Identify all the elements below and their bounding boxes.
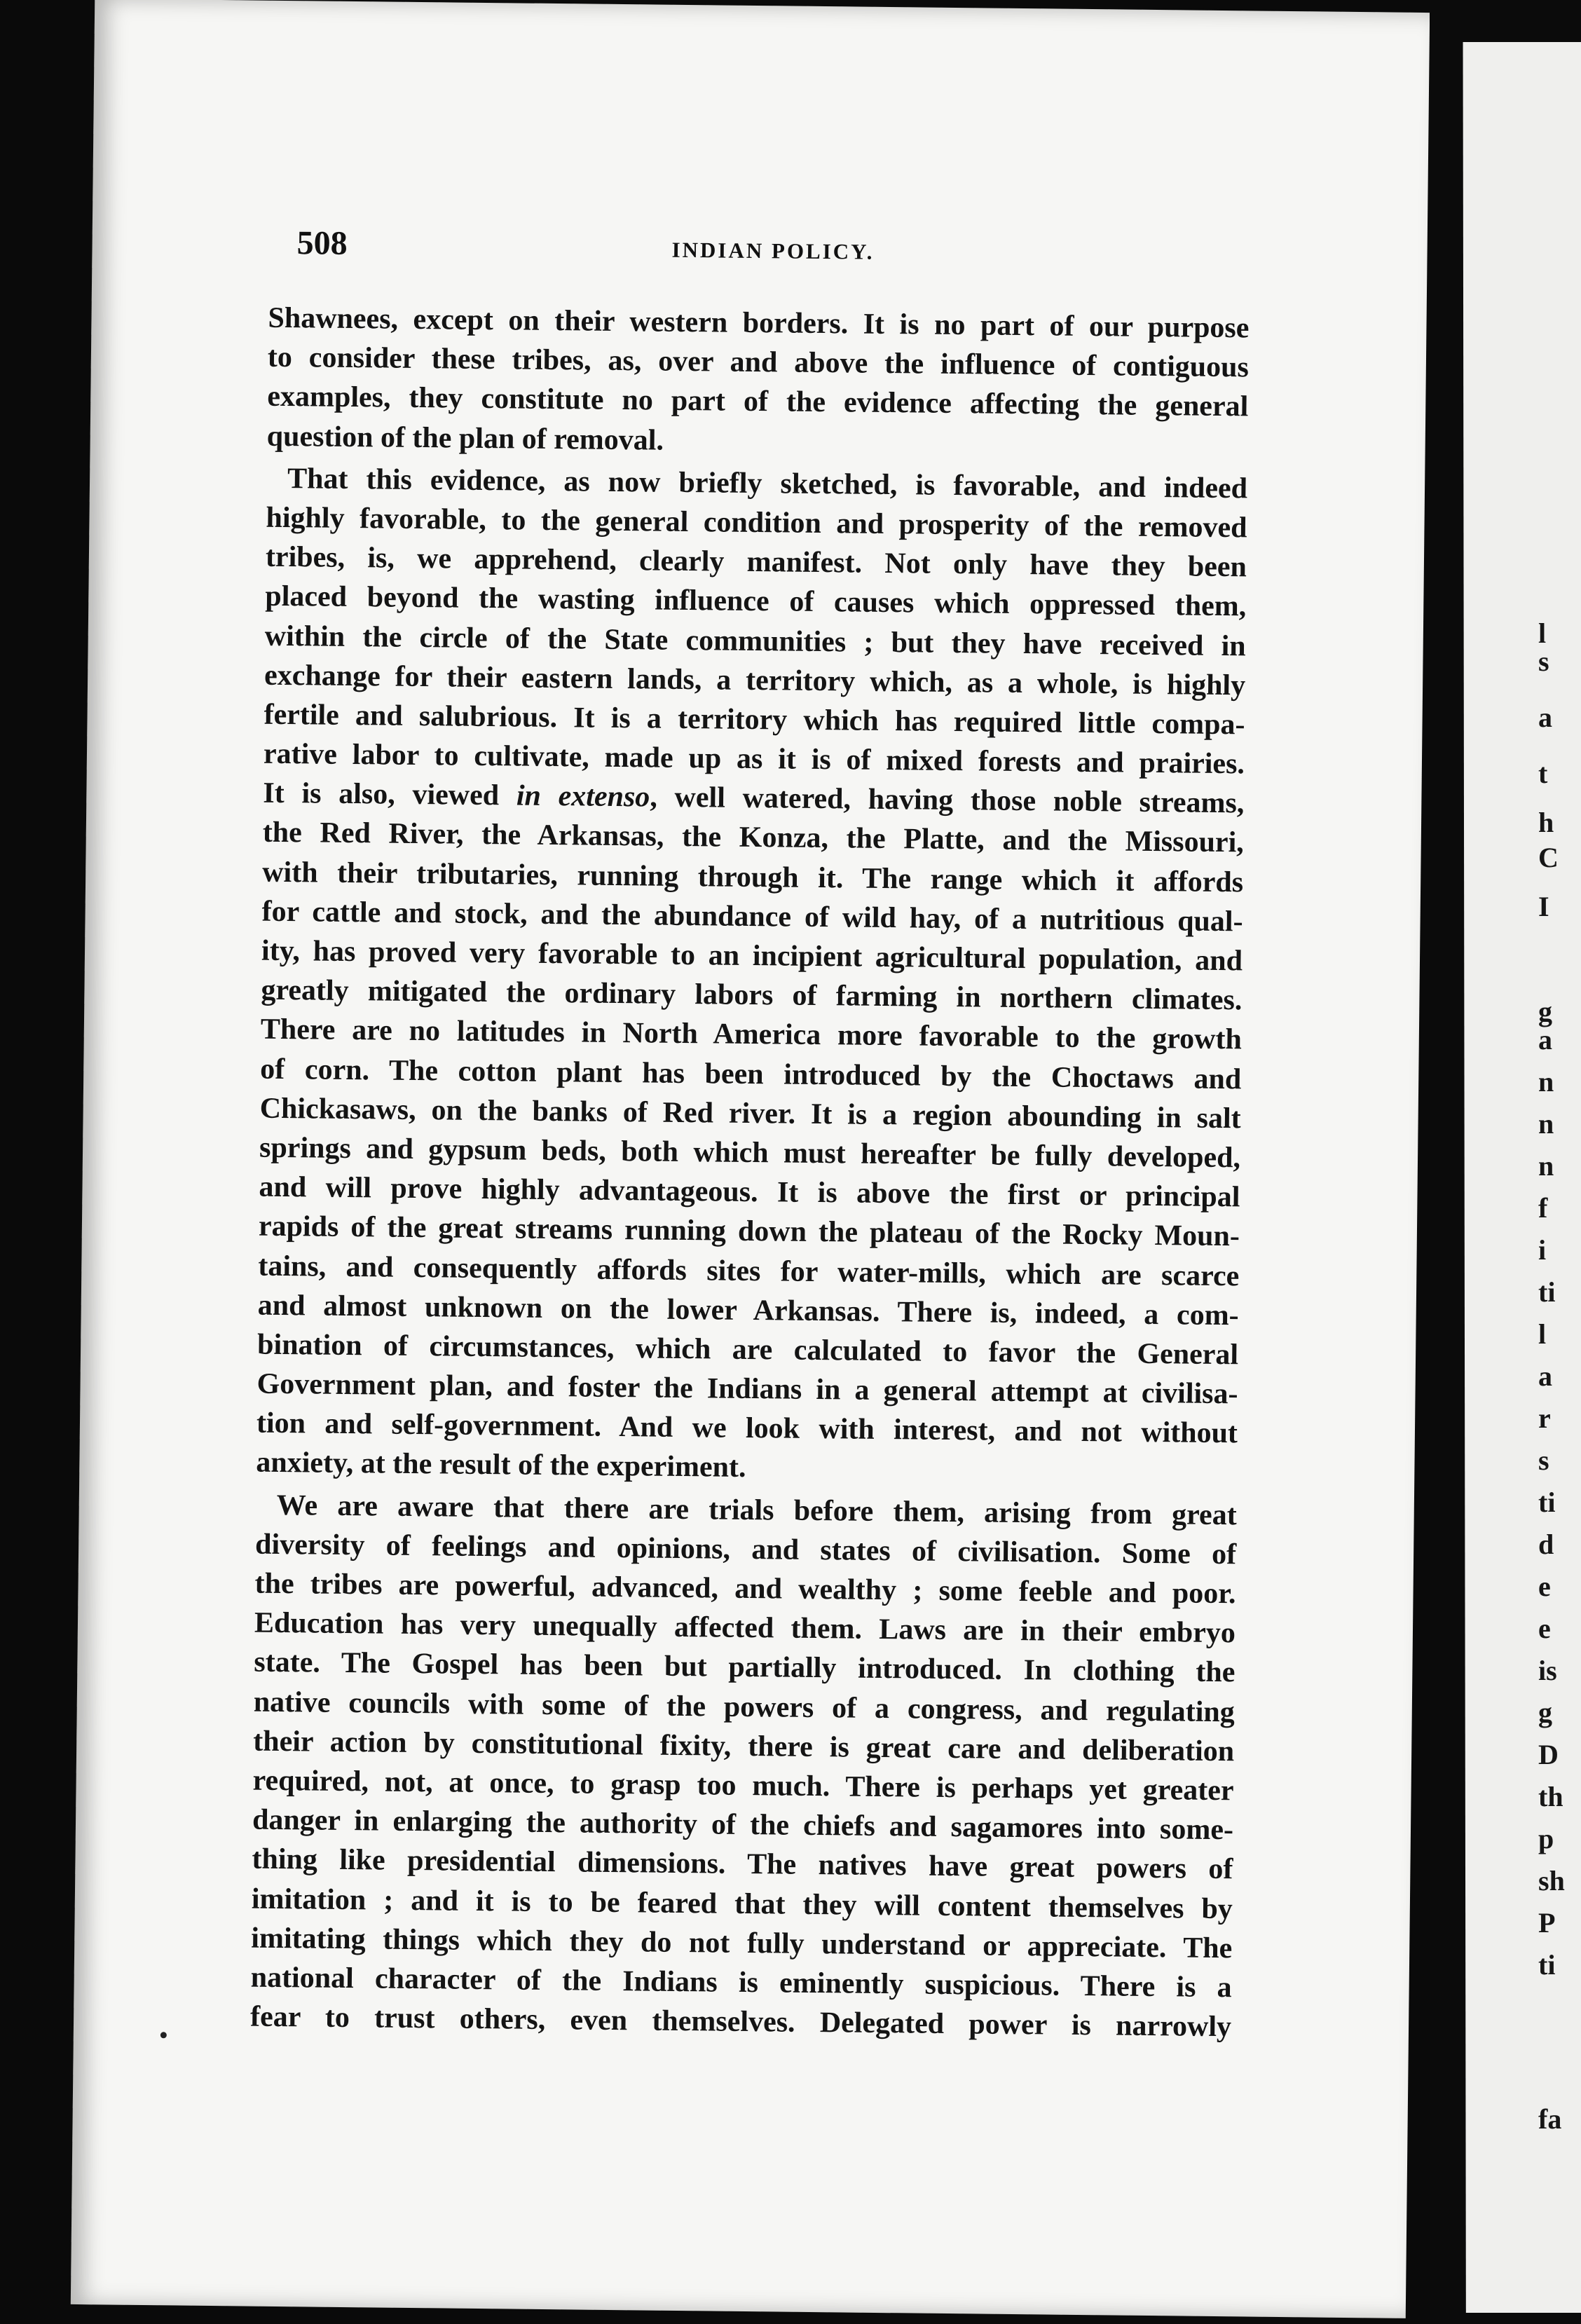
facing-page-fragment: t bbox=[1538, 758, 1548, 789]
facing-page-fragment: a bbox=[1538, 1360, 1552, 1392]
facing-page-fragment: e bbox=[1538, 1571, 1551, 1602]
facing-page-fragment: n bbox=[1538, 1066, 1554, 1098]
facing-page-fragment: g bbox=[1538, 1697, 1552, 1728]
facing-page-fragment: e bbox=[1538, 1613, 1551, 1644]
text-line: national character of the Indians is eminently suspicious. There is a bbox=[250, 1961, 1232, 2004]
body-text bbox=[250, 299, 1250, 2050]
book-page bbox=[71, 0, 1430, 2318]
text-line: highly favorable, to the general condition and prosperity of the removed bbox=[266, 501, 1247, 545]
facing-page-fragment: I bbox=[1538, 891, 1549, 922]
text-line: of corn. The cotton plant has been introduced by the Choctaws and bbox=[260, 1053, 1242, 1095]
text-line: the Red River, the Arkansas, the Konza, the Platte, and the Missouri, bbox=[262, 816, 1244, 859]
text-line: anxiety, at the result of the experiment. bbox=[256, 1447, 746, 1484]
facing-page-fragment: s bbox=[1538, 1444, 1549, 1476]
facing-page-fragment: i bbox=[1538, 1234, 1547, 1266]
text-line: That this evidence, as now briefly sketched, is favorable, and indeed bbox=[287, 462, 1248, 505]
facing-page-fragment: n bbox=[1538, 1108, 1554, 1140]
facing-page-fragment: ti bbox=[1538, 1949, 1556, 1981]
facing-page-fragment: fa bbox=[1538, 2103, 1562, 2135]
text-line: exchange for their eastern lands, a territory which, as a whole, is highly bbox=[264, 659, 1246, 702]
facing-page-fragment: D bbox=[1538, 1739, 1559, 1770]
paragraph bbox=[256, 458, 1247, 1492]
facing-page-fragment: P bbox=[1538, 1907, 1556, 1939]
text-line: question of the plan of removal. bbox=[266, 420, 664, 457]
text-line: Government plan, and foster the Indians in a general attempt at civilisa- bbox=[256, 1367, 1238, 1411]
text-line: imitation ; and it is to be feared that they will content themselves by bbox=[251, 1882, 1233, 1925]
facing-page-fragment: f bbox=[1538, 1192, 1548, 1224]
facing-page-fragment: r bbox=[1538, 1402, 1551, 1434]
facing-page-fragment: l bbox=[1538, 617, 1547, 649]
text-line: tion and self-government. And we look with interest, and not without bbox=[256, 1407, 1238, 1450]
text-line: state. The Gospel has been but partially introduced. In clothing the bbox=[254, 1646, 1236, 1689]
text-line: Education has very unequally affected them. Laws are in their embryo bbox=[254, 1606, 1236, 1650]
text-line: with their tributaries, running through it. The range which it affords bbox=[262, 856, 1244, 898]
facing-page-fragment: is bbox=[1538, 1655, 1557, 1686]
text-line: native councils with some of the powers of a congress, and regulating bbox=[253, 1686, 1236, 1728]
text-line: diversity of feelings and opinions, and states of civilisation. Some of bbox=[254, 1528, 1237, 1571]
text-line: placed beyond the wasting influence of causes which oppressed them, bbox=[265, 580, 1247, 623]
text-line: It is also, viewed in extenso, well watered, having those noble streams, bbox=[263, 777, 1245, 820]
facing-page-fragment: d bbox=[1538, 1529, 1554, 1560]
text-line: the tribes are powerful, advanced, and wealthy ; some feeble and poor. bbox=[254, 1567, 1236, 1611]
text-line: their action by constitutional fixity, there is great care and deliberation bbox=[253, 1725, 1235, 1768]
facing-page-fragment: p bbox=[1538, 1823, 1554, 1854]
facing-page-fragment: ti bbox=[1538, 1276, 1556, 1308]
paragraph bbox=[266, 299, 1249, 466]
text-line: Chickasaws, on the banks of Red river. It is a region abounding in salt bbox=[259, 1092, 1241, 1135]
facing-page-fragment: a bbox=[1538, 702, 1552, 733]
text-line: examples, they constitute no part of the evidence affecting the general bbox=[267, 381, 1249, 423]
facing-page-fragment: s bbox=[1538, 645, 1549, 677]
text-line: for cattle and stock, and the abundance of wild hay, of a nutritious qual- bbox=[261, 895, 1243, 938]
text-line: fertile and salubrious. It is a territory which has required little compa- bbox=[264, 698, 1245, 741]
text-line: imitating things which they do not fully understand or appreciate. The bbox=[251, 1922, 1233, 1964]
facing-page-fragment: a bbox=[1538, 1024, 1552, 1055]
text-line: required, not, at once, to grasp too much. There is perhaps yet greater bbox=[252, 1764, 1234, 1807]
text-line: We are aware that there are trials before them, arising from great bbox=[276, 1489, 1237, 1531]
facing-page-fragment: ti bbox=[1538, 1486, 1556, 1518]
page-header bbox=[296, 224, 1348, 284]
text-line: to consider these tribes, as, over and above the influence of contiguous bbox=[267, 341, 1250, 384]
facing-page-fragment: n bbox=[1538, 1150, 1554, 1182]
running-head: INDIAN POLICY. bbox=[671, 237, 875, 264]
paragraph bbox=[250, 1485, 1237, 2046]
facing-page-fragment: C bbox=[1538, 842, 1559, 873]
text-line: springs and gypsum beds, both which must hereafter be fully developed, bbox=[259, 1131, 1241, 1175]
text-line: within the circle of the State communities ; but they have received in bbox=[264, 620, 1246, 662]
text-line: tains, and consequently affords sites for water-mills, which are scarce bbox=[258, 1250, 1240, 1292]
text-line: thing like presidential dimensions. The natives have great powers of bbox=[252, 1843, 1233, 1886]
text-line: Shawnees, except on their western borders. It is no part of our purpose bbox=[268, 301, 1250, 345]
page-number: 508 bbox=[296, 224, 348, 262]
text-line: tribes, is, we apprehend, clearly manifest. Not only have they been bbox=[265, 540, 1247, 584]
facing-page-fragment: l bbox=[1538, 1318, 1547, 1350]
text-line: greatly mitigated the ordinary labors of farming in northern climates. bbox=[261, 973, 1243, 1017]
facing-page-fragment: th bbox=[1538, 1781, 1563, 1812]
facing-page-fragment: sh bbox=[1538, 1865, 1565, 1896]
margin-dot bbox=[160, 2032, 167, 2038]
facing-page-fragment: h bbox=[1538, 807, 1554, 838]
facing-page-strip bbox=[1430, 42, 1581, 2313]
text-line: rapids of the great streams running down the plateau of the Rocky Moun- bbox=[258, 1210, 1240, 1253]
text-line: bination of circumstances, which are calculated to favor the General bbox=[256, 1328, 1239, 1372]
text-line: There are no latitudes in North America more favorable to the growth bbox=[260, 1013, 1243, 1056]
text-line: and will prove highly advantageous. It is above the first or principal bbox=[259, 1170, 1240, 1214]
text-line: and almost unknown on the lower Arkansas. There is, indeed, a com- bbox=[257, 1289, 1239, 1332]
facing-page-edge bbox=[1430, 0, 1581, 2324]
text-line: ity, has proved very favorable to an incipient agricultural population, and bbox=[261, 934, 1243, 978]
text-line: danger in enlarging the authority of the chiefs and sagamores into some- bbox=[252, 1803, 1234, 1847]
facing-page-fragment: g bbox=[1538, 996, 1552, 1027]
text-line: rative labor to cultivate, made up as it is of mixed forests and prairies. bbox=[263, 737, 1245, 781]
text-line: fear to trust others, even themselves. Delegated power is narrowly bbox=[249, 2000, 1232, 2044]
